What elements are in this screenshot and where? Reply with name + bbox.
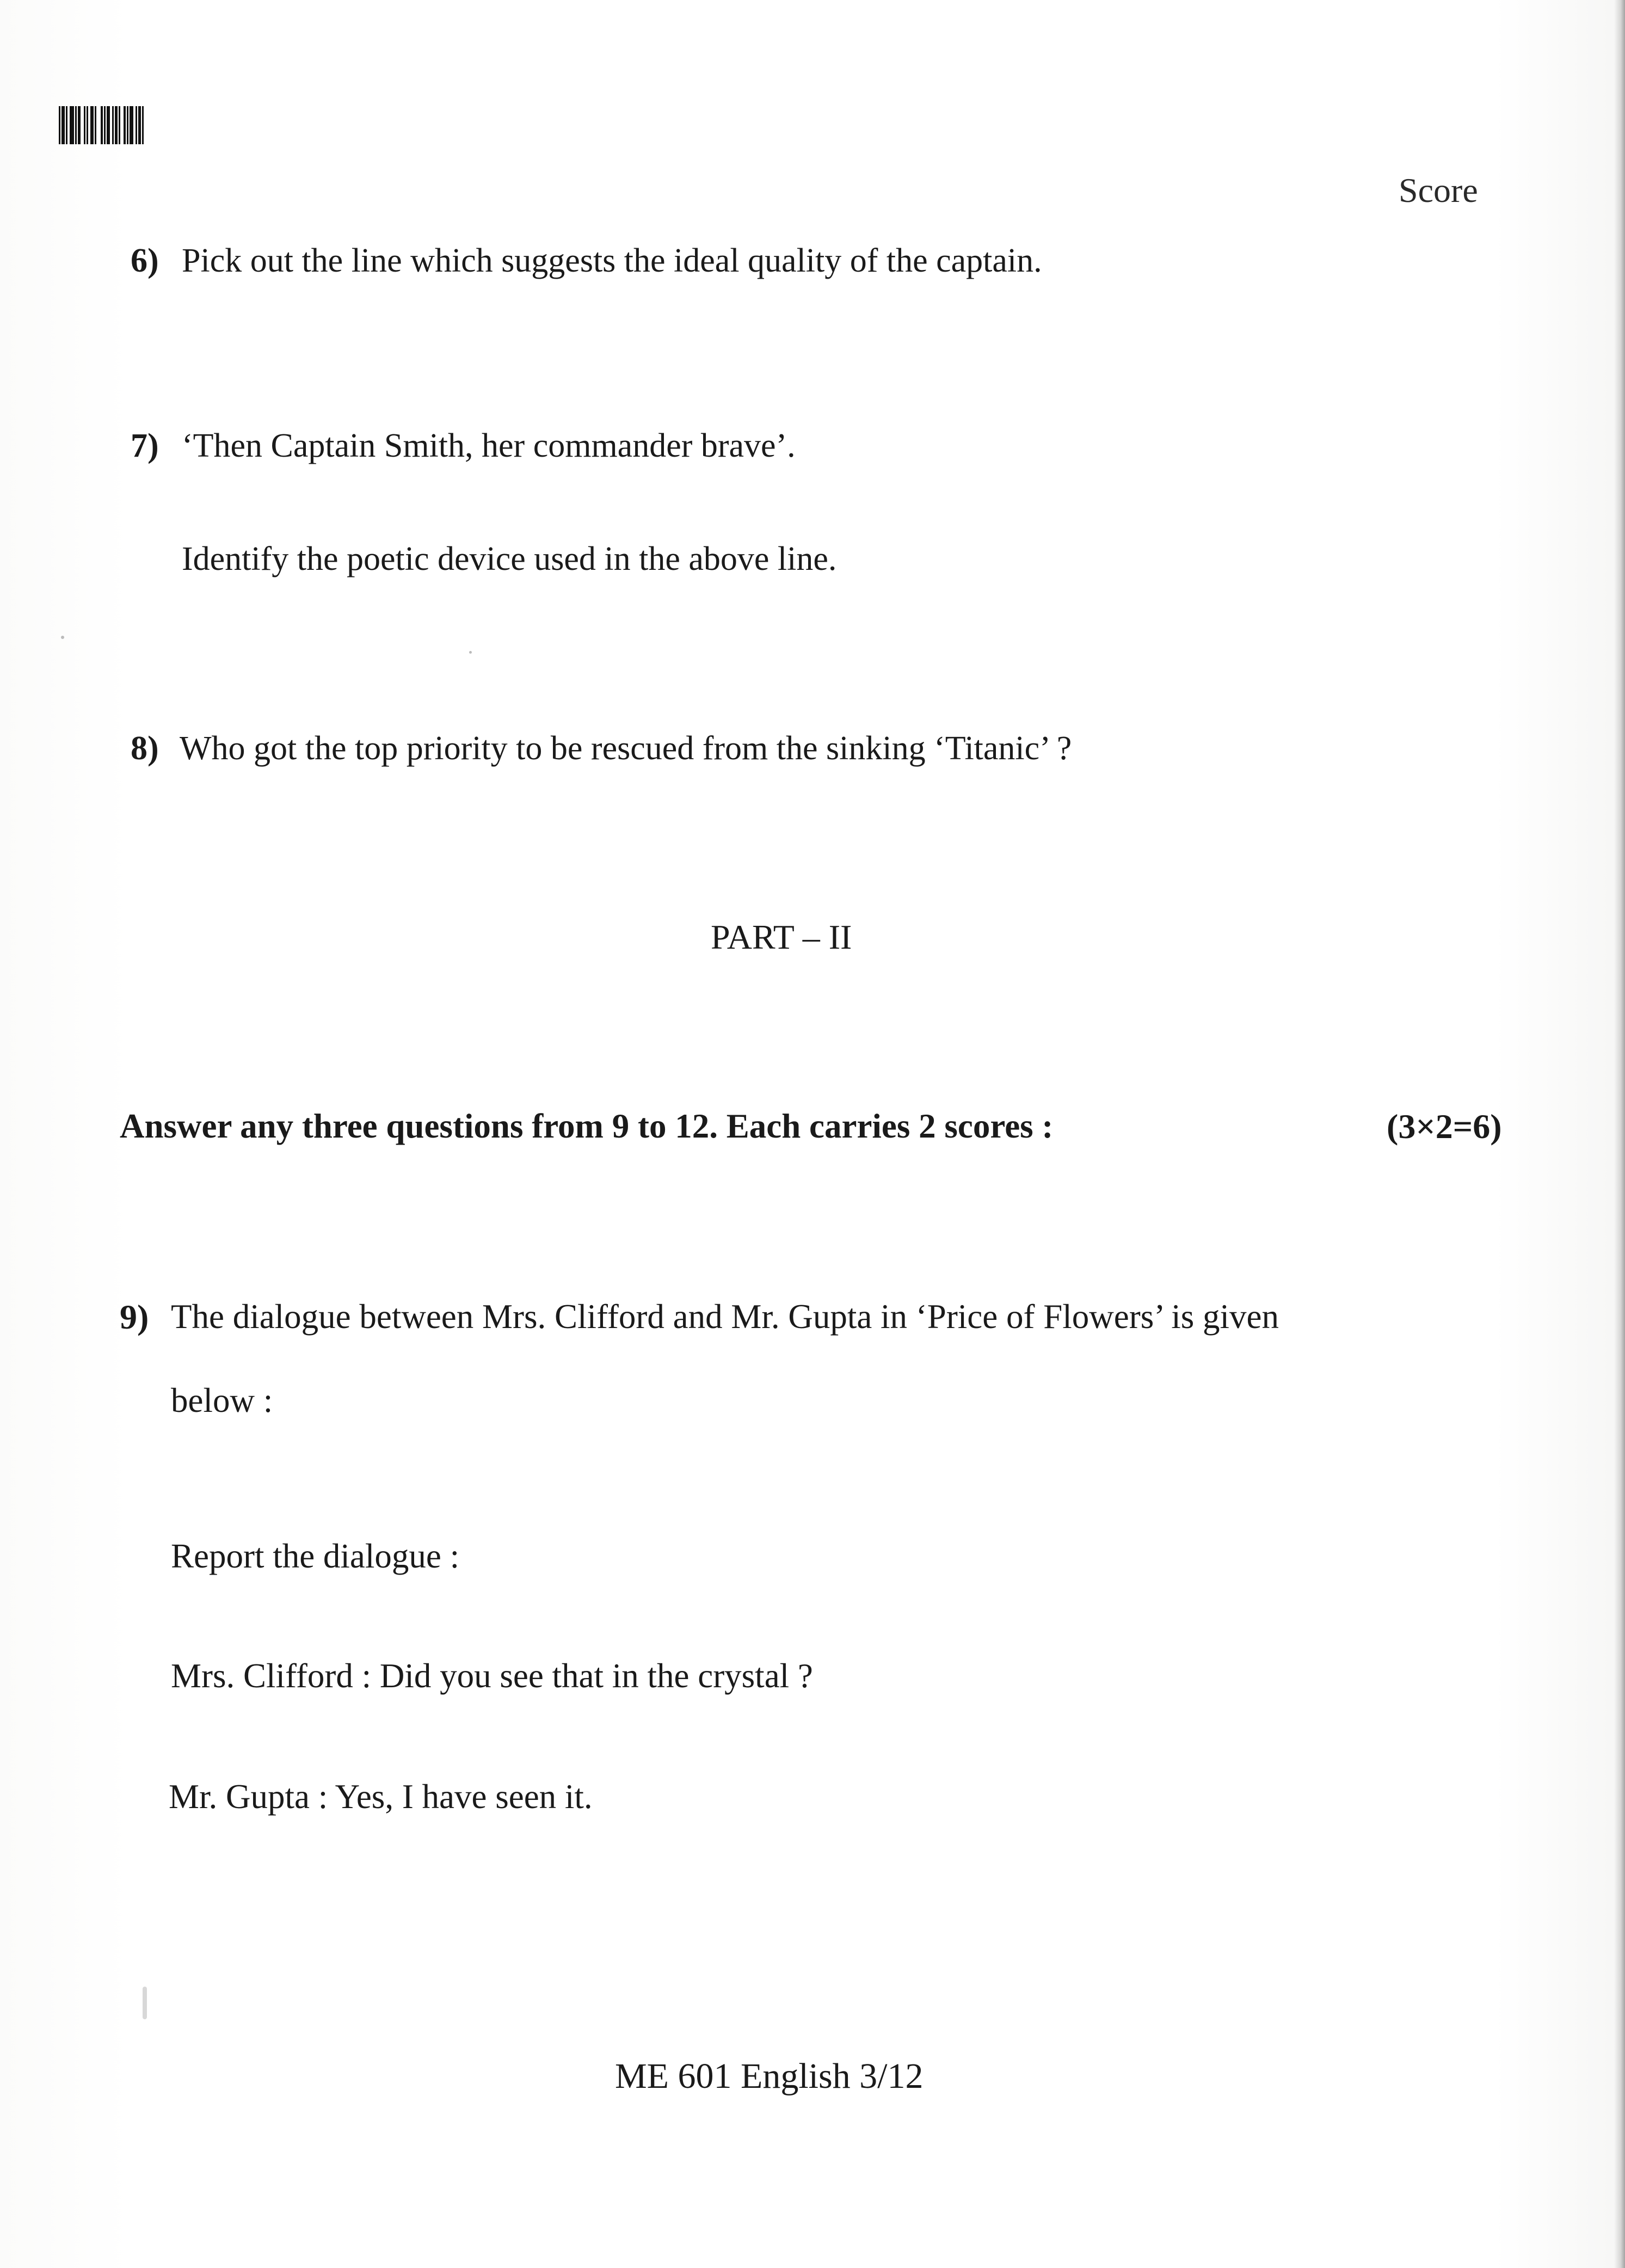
question-9-line2: below : <box>171 1381 273 1419</box>
question-9-number: 9) <box>120 1298 149 1336</box>
question-8-number: 8) <box>131 730 159 767</box>
barcode-bar <box>96 106 101 144</box>
score-column-header: Score <box>1399 171 1478 210</box>
question-8-text: Who got the top priority to be rescued from the sinking ‘Titanic’ ? <box>180 730 1072 767</box>
scan-smudge <box>143 1987 147 2019</box>
question-9-line1: The dialogue between Mrs. Clifford and Mr. Gupta in ‘Price of Flowers’ is given <box>171 1298 1279 1336</box>
scan-edge-shadow <box>1614 0 1625 2268</box>
question-9-dialogue-2: Mr. Gupta : Yes, I have seen it. <box>169 1778 593 1816</box>
question-7-text: ‘Then Captain Smith, her commander brave’. <box>182 427 796 464</box>
barcode <box>59 106 276 144</box>
question-9-dialogue-1: Mrs. Clifford : Did you see that in the crystal ? <box>171 1657 813 1695</box>
page-footer-code: ME 601 English 3/12 <box>615 2056 924 2096</box>
scan-speck <box>469 651 472 654</box>
barcode-bar <box>142 106 144 144</box>
question-6-text: Pick out the line which suggests the ideal quality of the captain. <box>182 242 1042 279</box>
part-instruction: Answer any three questions from 9 to 12. Each carries 2 scores : <box>120 1107 1054 1145</box>
part-title: PART – II <box>711 918 852 956</box>
barcode-bar <box>130 106 133 144</box>
scan-speck <box>61 636 64 639</box>
question-9-prompt: Report the dialogue : <box>171 1537 460 1575</box>
question-7-subtext: Identify the poetic device used in the above line. <box>182 540 837 577</box>
question-7-number: 7) <box>131 427 159 464</box>
part-marks: (3×2=6) <box>1387 1107 1502 1146</box>
question-6-number: 6) <box>131 242 159 279</box>
barcode-bar <box>70 106 74 144</box>
